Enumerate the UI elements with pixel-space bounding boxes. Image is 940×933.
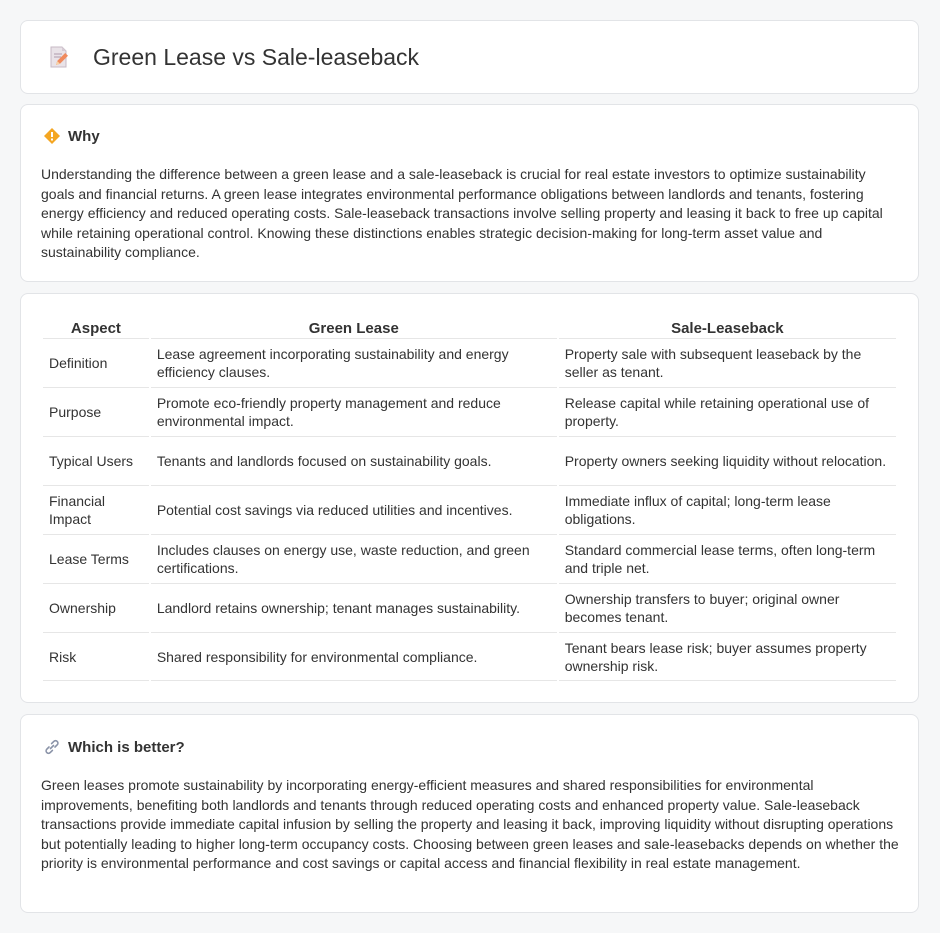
title-card: [20, 20, 919, 94]
table-row: [43, 338, 896, 387]
table-row: [43, 436, 896, 485]
which-is-better-heading: Which is better?: [68, 738, 185, 756]
table-row: [43, 485, 896, 534]
sale-leaseback-cell: Immediate influx of capital; long-term lease obligations.: [559, 485, 896, 534]
header-sale-leaseback: Sale-Leaseback: [671, 319, 784, 337]
aspect-cell: Typical Users: [43, 436, 149, 485]
aspect-cell: Definition: [43, 338, 149, 387]
sale-leaseback-cell: Property owners seeking liquidity without relocation.: [559, 436, 896, 485]
aspect-cell: Lease Terms: [43, 534, 149, 583]
table-row: [43, 632, 896, 681]
aspect-cell: Risk: [43, 632, 149, 681]
green-lease-cell: Landlord retains ownership; tenant manages sustainability.: [151, 583, 557, 632]
page-title: Green Lease vs Sale-leaseback: [93, 43, 420, 70]
why-heading: Why: [68, 127, 100, 145]
aspect-cell: Purpose: [43, 387, 149, 436]
aspect-cell: Financial Impact: [43, 485, 149, 534]
which-is-better-text: Green leases promote sustainability by incorporating energy-efficient measures and shared responsibilities for environmental improvements, benefiting both landlords and tenants through reduced operating costs and enhanced property value. Sale-leaseback transactions provide immediate capital infusion by selling the property and leasing it back, improving liquidity without disrupting operations but potentially leading to higher long-term occupancy costs. Choosing between green leases and sale-leasebacks depends on whether the priority is environmental performance and cost savings or capital access and financial flexibility in real estate management.: [41, 777, 899, 872]
diamond-warning-icon: [43, 127, 61, 145]
sale-leaseback-cell: Release capital while retaining operational use of property.: [559, 387, 896, 436]
table-row: [43, 534, 896, 583]
sale-leaseback-cell: Property sale with subsequent leaseback by the seller as tenant.: [559, 338, 896, 387]
sale-leaseback-cell: Tenant bears lease risk; buyer assumes property ownership risk.: [559, 632, 896, 681]
table-row: [43, 583, 896, 632]
why-text: Understanding the difference between a green lease and a sale-leaseback is crucial for real estate investors to optimize sustainability goals and financial returns. A green lease integrates environmental performance obligations between landlords and tenants, fostering energy efficiency and reduced operating costs. Sale-leaseback transactions involve selling property and leasing it back to free up capital while retaining operational control. Knowing these distinctions enables strategic decision-making for long-term asset value and sustainability compliance.: [41, 166, 883, 261]
pencil-document-icon: [47, 45, 71, 69]
comparison-table: [41, 316, 898, 681]
comparison-section: [20, 293, 919, 703]
aspect-cell: Ownership: [43, 583, 149, 632]
green-lease-cell: Potential cost savings via reduced utilities and incentives.: [151, 485, 557, 534]
green-lease-cell: Shared responsibility for environmental compliance.: [151, 632, 557, 681]
green-lease-cell: Includes clauses on energy use, waste reduction, and green certifications.: [151, 534, 557, 583]
table-header-row: [43, 316, 896, 338]
header-green-lease: Green Lease: [308, 319, 399, 337]
green-lease-cell: Tenants and landlords focused on sustainability goals.: [151, 436, 557, 485]
table-row: [43, 387, 896, 436]
which-is-better-section: [20, 714, 919, 913]
sale-leaseback-cell: Ownership transfers to buyer; original owner becomes tenant.: [559, 583, 896, 632]
sale-leaseback-cell: Standard commercial lease terms, often long-term and triple net.: [559, 534, 896, 583]
green-lease-cell: Lease agreement incorporating sustainability and energy efficiency clauses.: [151, 338, 557, 387]
green-lease-cell: Promote eco-friendly property management and reduce environmental impact.: [151, 387, 557, 436]
header-aspect: Aspect: [70, 319, 121, 337]
why-section: [20, 104, 919, 282]
link-icon: [43, 738, 61, 756]
